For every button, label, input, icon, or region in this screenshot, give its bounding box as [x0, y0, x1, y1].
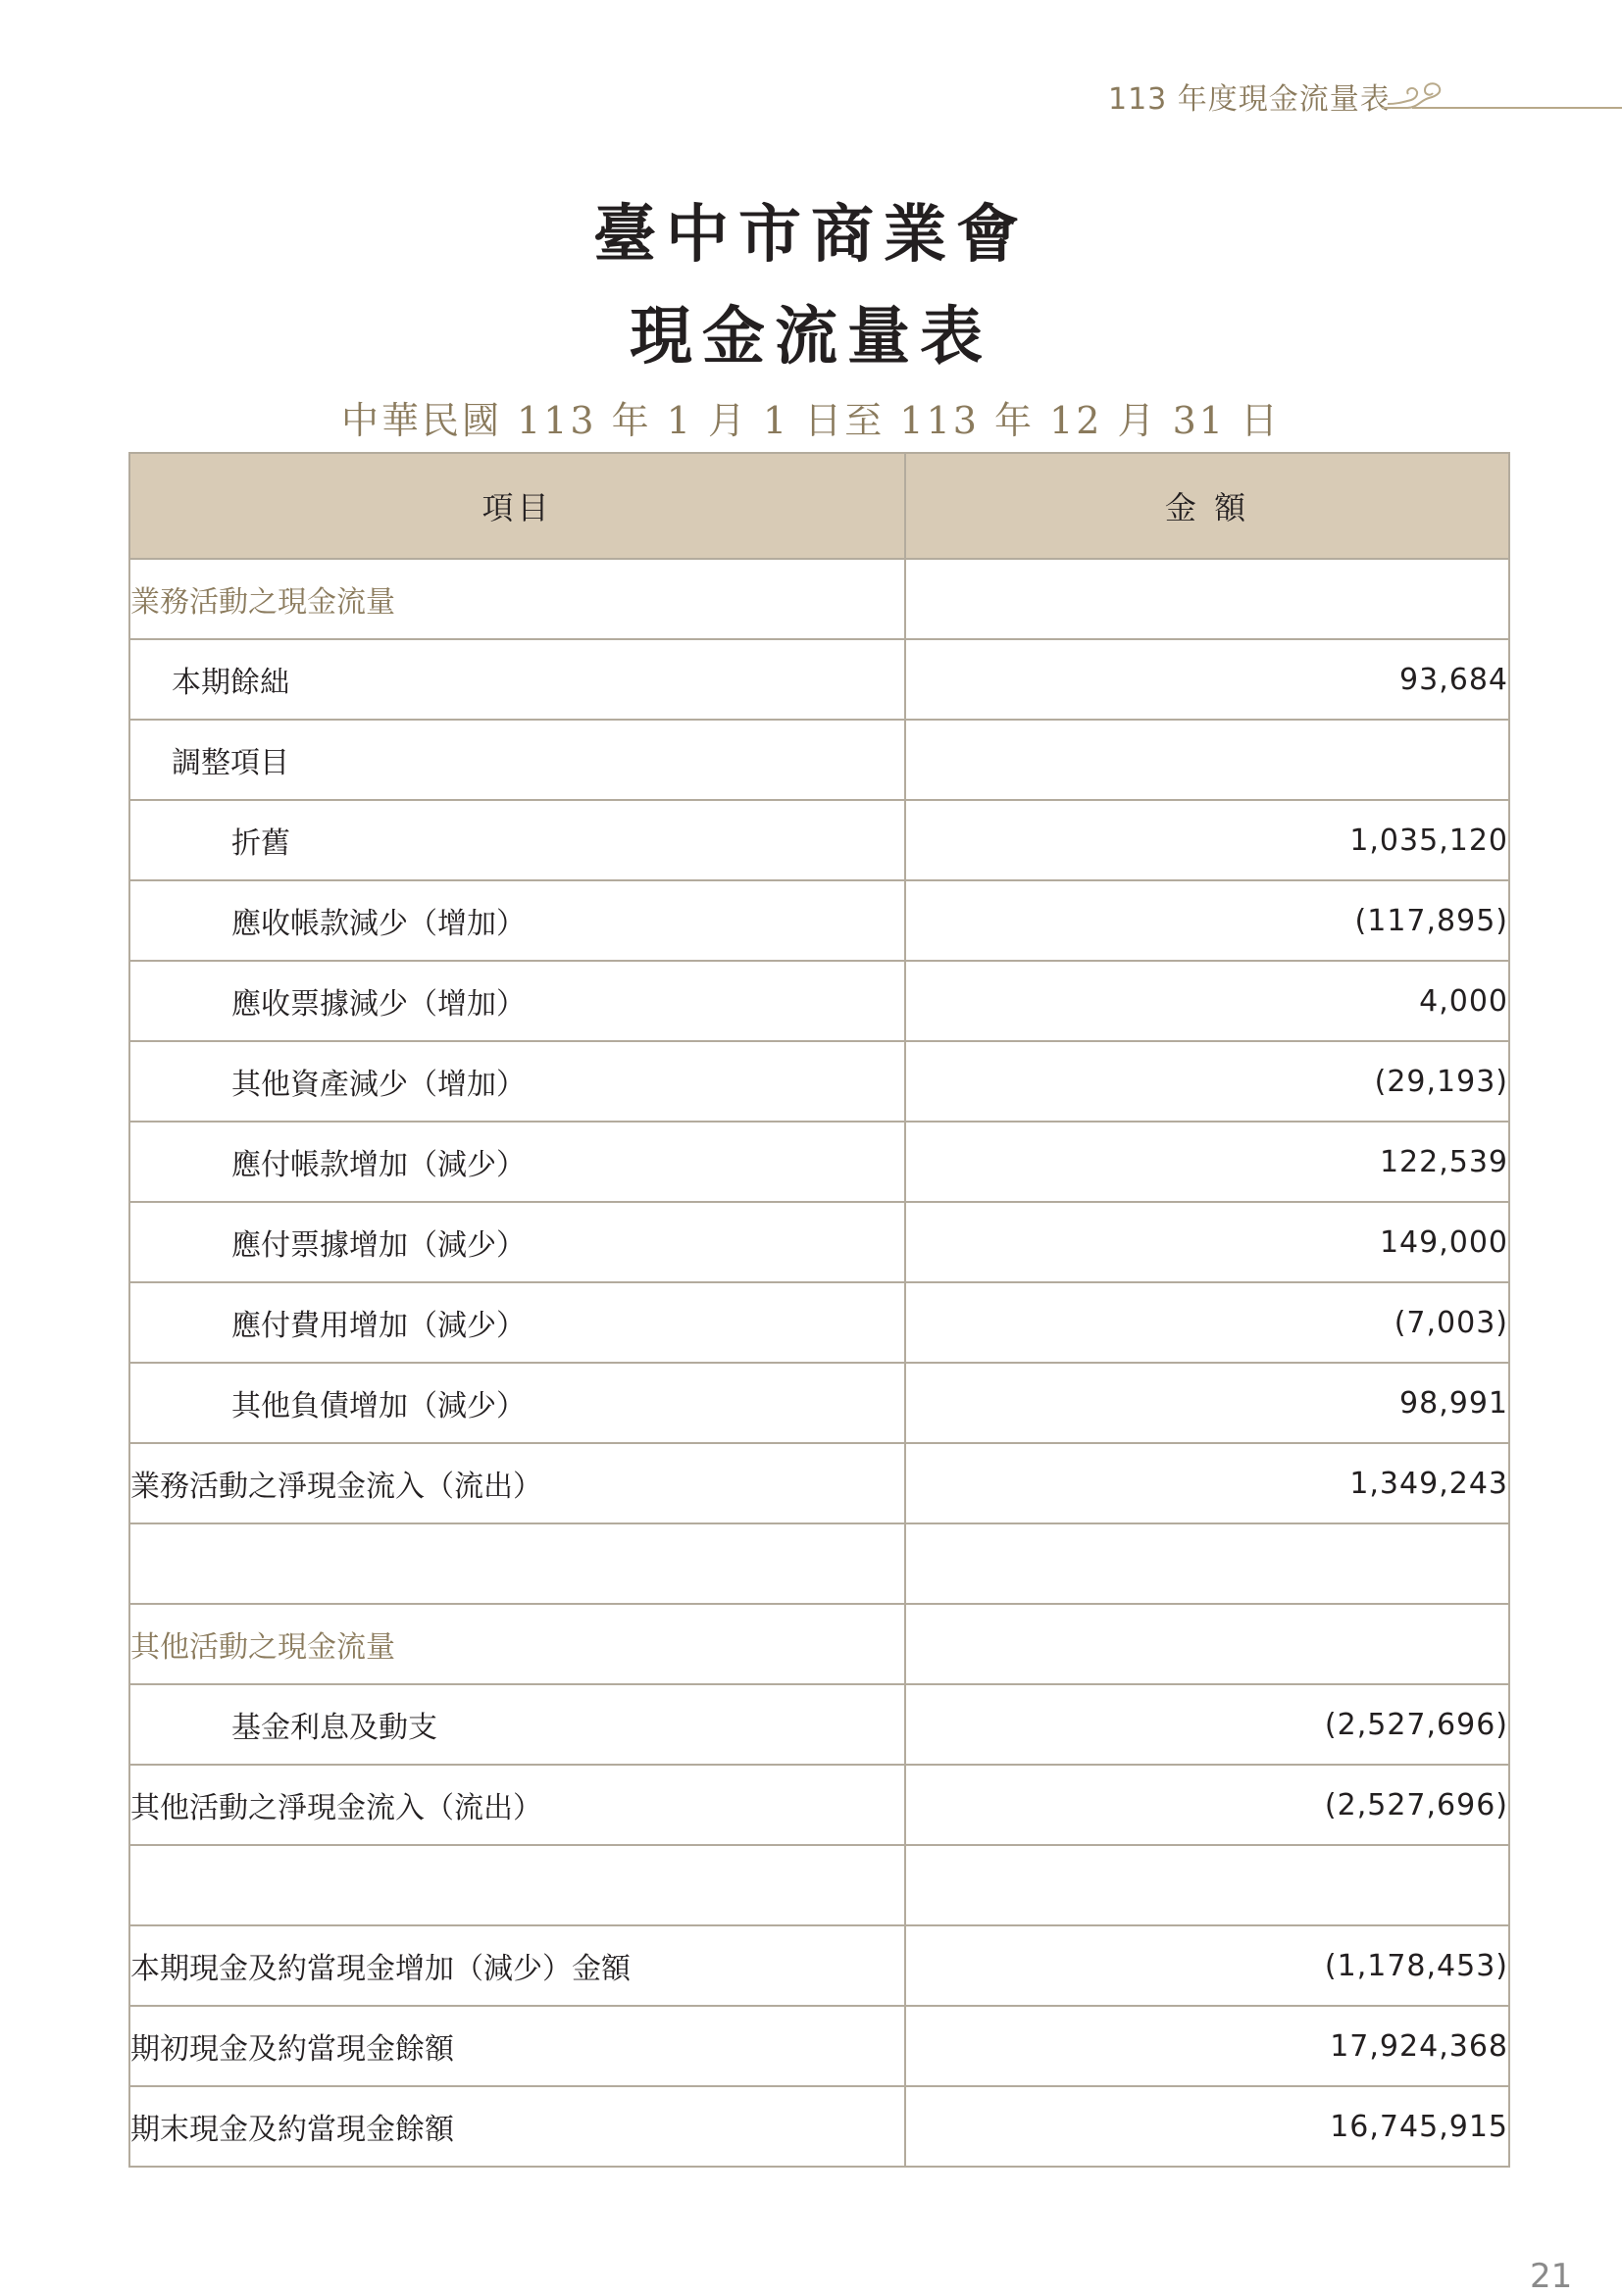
row-amount: (117,895): [905, 880, 1509, 961]
row-label: 基金利息及動支: [129, 1684, 905, 1765]
table-row: [129, 1845, 1509, 1925]
table-row: [129, 1041, 1509, 1122]
row-label: 期末現金及約當現金餘額: [129, 2086, 905, 2167]
row-amount: 122,539: [905, 1122, 1509, 1202]
table-row: [129, 1604, 1509, 1684]
table-row: [129, 559, 1509, 639]
row-label: 折舊: [129, 800, 905, 880]
table-row: [129, 1282, 1509, 1363]
organization-title: 臺中市商業會: [593, 198, 1029, 272]
row-label: 其他負債增加（減少）: [129, 1363, 905, 1443]
row-amount: 1,035,120: [905, 800, 1509, 880]
row-amount: 16,745,915: [905, 2086, 1509, 2167]
table-row: [129, 720, 1509, 800]
row-label: 其他活動之淨現金流入（流出）: [129, 1765, 905, 1845]
table-row: [129, 1363, 1509, 1443]
row-amount: [905, 1604, 1509, 1684]
table-row: [129, 1765, 1509, 1845]
row-label: [129, 1523, 905, 1604]
row-amount: [905, 559, 1509, 639]
table-row: [129, 1122, 1509, 1202]
table-header-row: [129, 453, 1509, 559]
row-amount: [905, 720, 1509, 800]
row-label: 應收票據減少（增加）: [129, 961, 905, 1041]
row-label: 期初現金及約當現金餘額: [129, 2006, 905, 2086]
table-row: [129, 2006, 1509, 2086]
row-label: [129, 1845, 905, 1925]
column-header-amount: 金 額: [905, 453, 1509, 559]
table-row: [129, 1202, 1509, 1282]
row-label: 應付費用增加（減少）: [129, 1282, 905, 1363]
running-header: 113 年度現金流量表: [1108, 82, 1391, 117]
row-label: 其他活動之現金流量: [129, 1604, 905, 1684]
row-amount: 93,684: [905, 639, 1509, 720]
table-row: [129, 1684, 1509, 1765]
row-label: 本期餘絀: [129, 639, 905, 720]
row-label: 其他資產減少（增加）: [129, 1041, 905, 1122]
row-label: 調整項目: [129, 720, 905, 800]
row-amount: (2,527,696): [905, 1684, 1509, 1765]
row-label: 應收帳款減少（增加）: [129, 880, 905, 961]
table-row: [129, 1523, 1509, 1604]
row-amount: (7,003): [905, 1282, 1509, 1363]
table-row: [129, 639, 1509, 720]
header-rule: [1412, 107, 1622, 109]
row-amount: [905, 1523, 1509, 1604]
table-row: [129, 2086, 1509, 2167]
row-amount: 98,991: [905, 1363, 1509, 1443]
page-number: 21: [1530, 2257, 1573, 2296]
row-amount: 4,000: [905, 961, 1509, 1041]
table-row: [129, 1925, 1509, 2006]
cash-flow-table: [128, 452, 1510, 2168]
row-label: 應付票據增加（減少）: [129, 1202, 905, 1282]
statement-title: 現金流量表: [630, 300, 992, 374]
row-amount: 149,000: [905, 1202, 1509, 1282]
table-row: [129, 961, 1509, 1041]
row-amount: [905, 1845, 1509, 1925]
table-row: [129, 800, 1509, 880]
row-amount: 17,924,368: [905, 2006, 1509, 2086]
row-amount: 1,349,243: [905, 1443, 1509, 1523]
row-label: 業務活動之現金流量: [129, 559, 905, 639]
column-header-item: 項目: [129, 453, 905, 559]
row-amount: (1,178,453): [905, 1925, 1509, 2006]
row-amount: (29,193): [905, 1041, 1509, 1122]
row-amount: (2,527,696): [905, 1765, 1509, 1845]
table-row: [129, 880, 1509, 961]
row-label: 本期現金及約當現金增加（減少）金額: [129, 1925, 905, 2006]
statement-period: 中華民國 113 年 1 月 1 日至 113 年 12 月 31 日: [340, 399, 1282, 442]
row-label: 應付帳款增加（減少）: [129, 1122, 905, 1202]
table-row: [129, 1443, 1509, 1523]
row-label: 業務活動之淨現金流入（流出）: [129, 1443, 905, 1523]
